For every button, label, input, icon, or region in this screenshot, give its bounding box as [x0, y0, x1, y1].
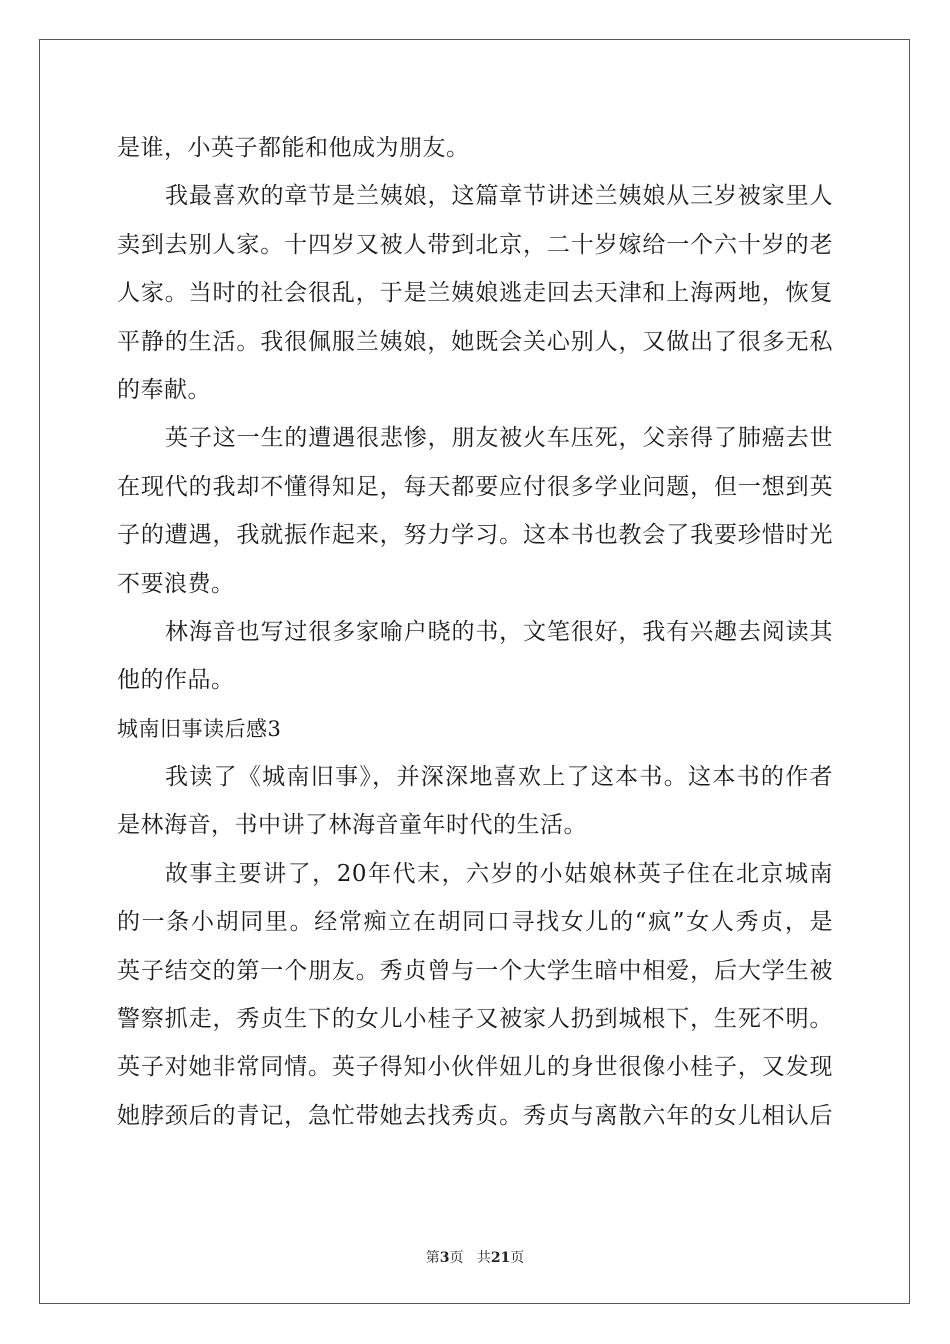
text-line: 是林海音，书中讲了林海音童年时代的生活。 — [117, 812, 587, 839]
paragraph-first-line: 我最喜欢的章节是兰姨娘，这篇章节讲述兰姨娘从三岁被家里人 — [165, 183, 833, 210]
document-body — [117, 124, 833, 1140]
footer-page-suffix: 页 — [449, 1250, 464, 1266]
text-line: 的奉献。 — [117, 376, 211, 403]
paragraph-first-line: 林海音也写过很多家喻户晓的书，文笔很好，我有兴趣去阅读其 — [165, 618, 833, 645]
current-page-number: 3 — [439, 1250, 450, 1266]
text-line: 英子对她非常同情。英子得知小伙伴妞儿的身世很像小桂子，又发现 — [117, 1054, 833, 1081]
section-heading: 城南旧事读后感3 — [117, 716, 282, 741]
total-pages-number: 21 — [490, 1250, 511, 1266]
page-footer — [0, 1247, 950, 1267]
text-line: 他的作品。 — [117, 667, 235, 694]
paragraph-first-line: 故事主要讲了，20年代末，六岁的小姑娘林英子住在北京城南 — [165, 860, 833, 887]
text-line: 人家。当时的社会很乱，于是兰姨娘逃走回去天津和上海两地，恢复 — [117, 280, 833, 307]
text-line: 在现代的我却不懂得知足，每天都要应付很多学业问题，但一想到英 — [117, 473, 833, 500]
text-line: 平静的生活。我很佩服兰姨娘，她既会关心别人，又做出了很多无私 — [117, 328, 833, 355]
text-line: 的一条小胡同里。经常痴立在胡同口寻找女儿的“疯”女人秀贞，是 — [117, 909, 833, 936]
text-line: 是谁，小英子都能和他成为朋友。 — [117, 135, 470, 161]
text-line: 子的遭遇，我就振作起来，努力学习。这本书也教会了我要珍惜时光 — [117, 522, 833, 549]
footer-prefix: 第 — [425, 1250, 440, 1266]
footer-total-prefix: 共 — [476, 1250, 491, 1266]
text-line: 她脖颈后的青记，急忙带她去找秀贞。秀贞与离散六年的女儿相认后 — [117, 1102, 833, 1129]
text-line: 卖到去别人家。十四岁又被人带到北京，二十岁嫁给一个六十岁的老 — [117, 231, 833, 258]
paragraph-first-line: 英子这一生的遭遇很悲惨，朋友被火车压死，父亲得了肺癌去世 — [165, 425, 833, 452]
footer-total-suffix: 页 — [510, 1250, 525, 1266]
text-line: 不要浪费。 — [117, 570, 235, 597]
text-line: 英子结交的第一个朋友。秀贞曾与一个大学生暗中相爱，后大学生被 — [117, 957, 833, 984]
text-line: 警察抓走，秀贞生下的女儿小桂子又被家人扔到城根下，生死不明。 — [117, 1006, 833, 1033]
paragraph-first-line: 我读了《城南旧事》，并深深地喜欢上了这本书。这本书的作者 — [165, 764, 833, 791]
